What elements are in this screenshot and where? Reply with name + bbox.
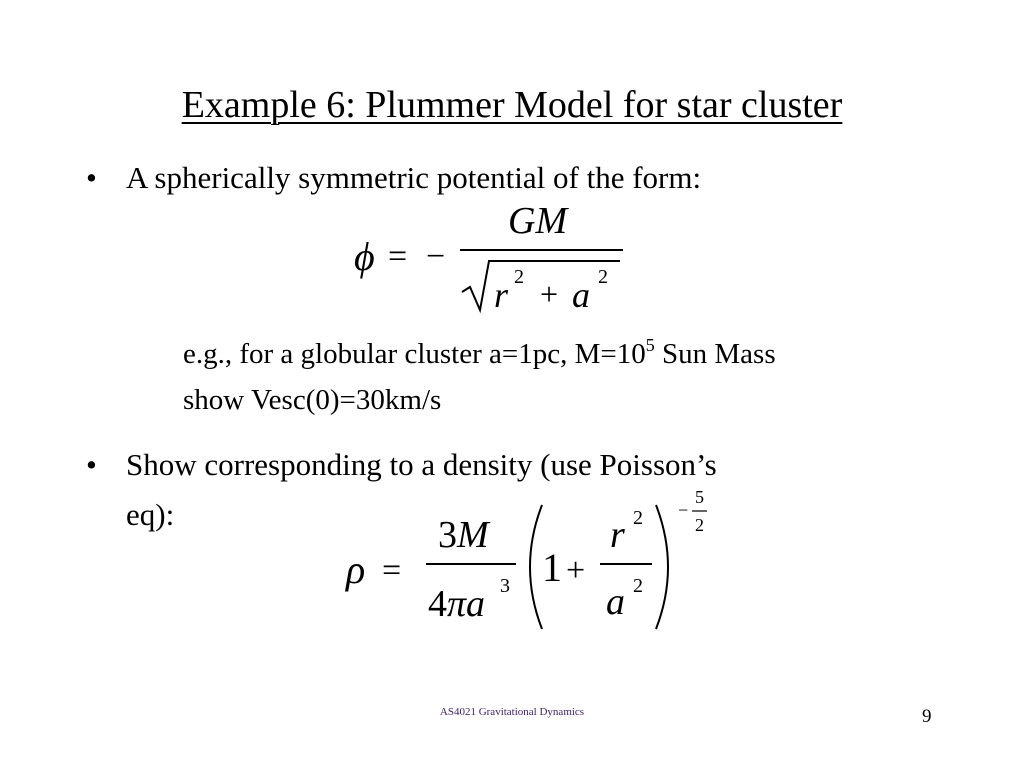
outer-den: 2	[695, 515, 704, 535]
bullet-1-text: A spherically symmetric potential of the form:	[126, 160, 702, 195]
a-exponent: 2	[598, 266, 608, 288]
denominator-4pia	[428, 583, 485, 625]
density-equation	[340, 480, 720, 635]
num-coef: 3	[438, 514, 457, 556]
potential-equation	[340, 195, 640, 320]
example-note-line-1	[183, 336, 776, 375]
right-paren	[656, 505, 668, 629]
footer-course-title: AS4021 Gravitational Dynamics	[439, 706, 585, 718]
den-coef: 4	[428, 583, 447, 625]
inner-num-r: r	[610, 514, 625, 556]
den-pi: π	[447, 583, 467, 625]
inner-num-exp: 2	[633, 507, 643, 529]
rho-symbol: ρ	[346, 547, 366, 592]
note-unit: Sun Mass	[654, 338, 776, 370]
den-var: a	[466, 583, 486, 625]
example-note-line-2: show Vesc(0)=30km/s	[183, 384, 442, 416]
minus-sign: −	[426, 238, 446, 275]
radicand-r: r	[494, 275, 509, 315]
bullet-marker: •	[86, 160, 97, 195]
plus-sign: +	[540, 276, 559, 312]
bullet-2-continuation: eq):	[126, 497, 175, 532]
numerator-gm: GM	[508, 200, 568, 242]
num-var: M	[457, 514, 489, 556]
bullet-marker: •	[86, 447, 97, 482]
note-text: e.g., for a globular cluster a=1pc, M=10	[183, 338, 646, 370]
equals-sign: =	[382, 552, 402, 589]
one: 1	[542, 545, 562, 590]
den-exponent: 3	[500, 575, 510, 597]
numerator-3m	[438, 514, 491, 556]
page-number: 9	[922, 706, 932, 727]
phi-symbol: ϕ	[354, 234, 375, 279]
note-superscript: 5	[645, 335, 655, 355]
radicand-a: a	[572, 275, 590, 315]
bullet-2-text: Show corresponding to a density (use Poisson’s	[126, 447, 717, 482]
inner-den-a: a	[606, 581, 625, 623]
plus-sign: +	[566, 552, 586, 589]
r-exponent: 2	[514, 266, 524, 288]
outer-num: 5	[695, 487, 704, 507]
left-paren	[530, 505, 542, 629]
equals-sign: =	[388, 238, 408, 275]
inner-den-exp: 2	[633, 575, 643, 597]
slide-title: Example 6: Plummer Model for star cluster	[181, 84, 843, 126]
outer-sign: −	[678, 500, 689, 520]
